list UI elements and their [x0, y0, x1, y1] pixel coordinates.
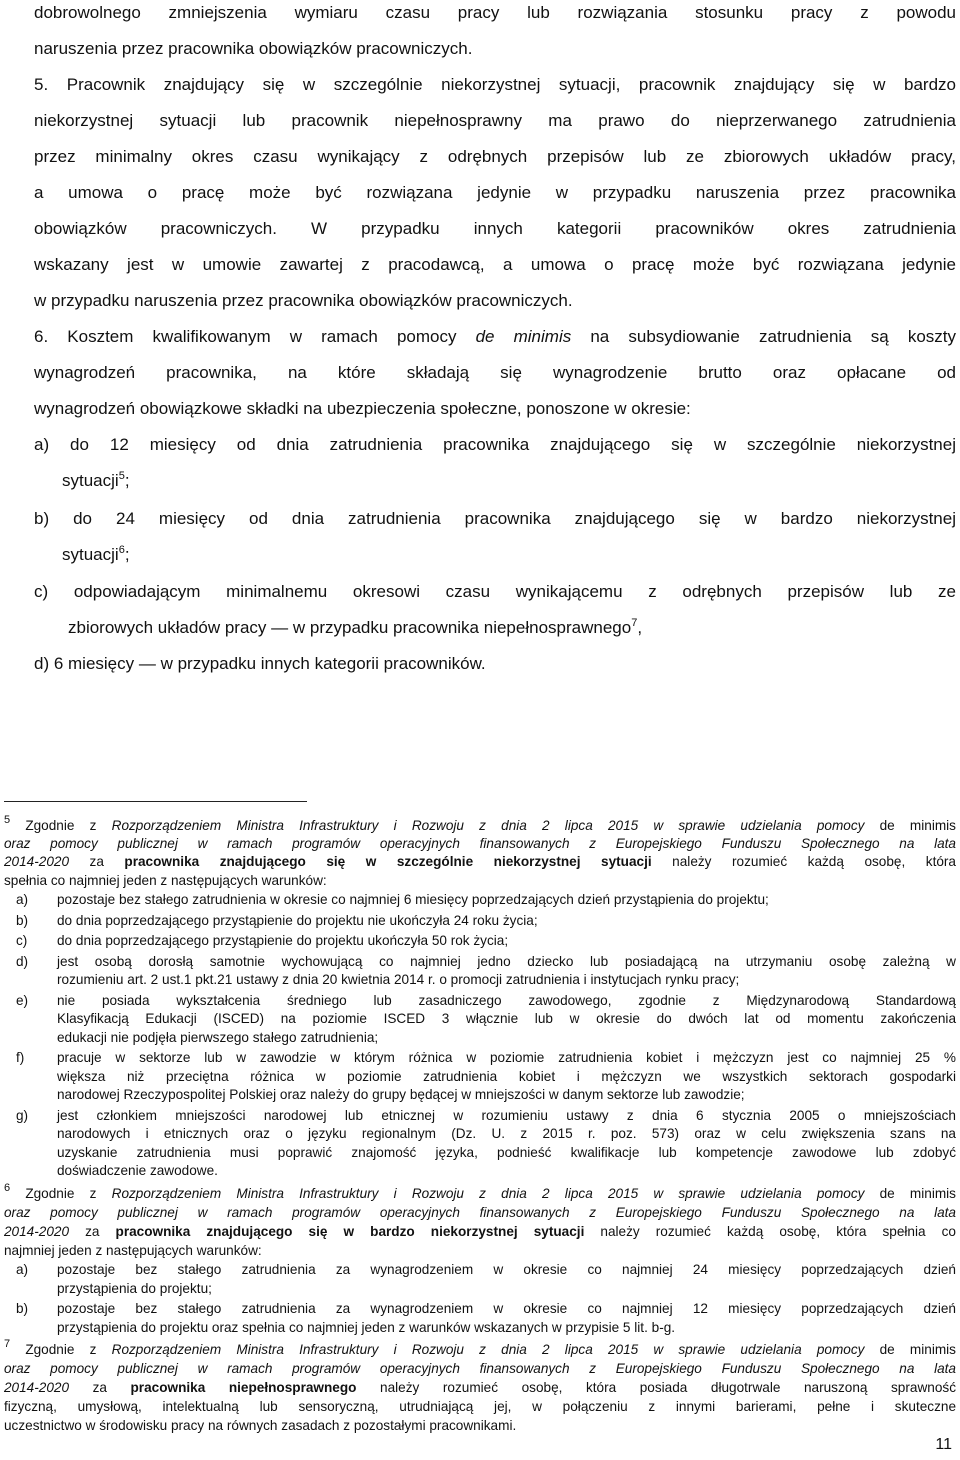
paragraph-6-line — [34, 327, 956, 347]
footnote-5-line: spełnia co najmniej jeden z następujących warunków: — [4, 873, 327, 888]
condition-text-line: do dnia poprzedzającego przystąpienie do projektu ukończyła 50 rok życia; — [57, 933, 509, 948]
footnote-7-line — [4, 1380, 956, 1396]
text-line: naruszenia przez pracownika obowiązków pracowniczych. — [34, 39, 473, 58]
footnote-7-line — [4, 1338, 956, 1358]
list-item-a-line: a) do 12 miesięcy od dnia zatrudnienia pracownika znajdującego się w szczególnie niekorzystnej — [34, 435, 956, 454]
condition-text-line: narodowej Rzeczypospolitej Polskiej oraz należy do grupy będącej w mniejszości w danym sektorze lub zawodzie; — [57, 1087, 745, 1102]
text-run: należy rozumieć osobę, która posiada długotrwale naruszoną sprawność — [356, 1380, 956, 1395]
text-run: Zgodnie z — [10, 1342, 112, 1357]
condition-text-line: doświadczenie zawodowe. — [57, 1163, 218, 1178]
paragraph-6-line: wynagrodzeń obowiązkowe składki na ubezpieczenia społeczne, ponoszone w okresie: — [34, 399, 691, 418]
text-run: zbiorowych układów pracy — w przypadku pracownika niepełnosprawnego — [68, 618, 632, 637]
text-line: dobrowolnego zmniejszenia wymiaru czasu pracy lub rozwiązania stosunku pracy z powodu — [34, 3, 956, 22]
condition-label: c) — [16, 933, 28, 948]
condition-text-line: pozostaje bez stałego zatrudnienia w okresie co najmniej 6 miesięcy poprzedzających dzień przystąpienia do projektu; — [57, 892, 769, 907]
italic-run: 2014-2020 — [4, 1224, 70, 1239]
condition-text-line: pozostaje bez stałego zatrudnienia za wynagrodzeniem w okresie co najmniej 24 miesięcy poprzedzających dzień — [57, 1262, 956, 1277]
footnote-6-line — [4, 1205, 956, 1221]
footnote-number: 6 — [4, 1182, 11, 1194]
paragraph-5-line: wskazany jest w umowie zawartej z pracodawcą, a umowa o pracę może być rozwiązana jedynie — [34, 255, 956, 274]
footnote-ref: 7 — [631, 617, 638, 629]
italic-run: 2014-2020 — [4, 854, 70, 869]
footnote-6-line — [4, 1182, 956, 1202]
footnote-7-line: uczestnictwo w środowisku pracy na równych zasadach z pozostałymi pracownikami. — [4, 1418, 517, 1433]
footnote-6-line: najmniej jeden z następujących warunków: — [4, 1243, 262, 1258]
condition-label: a) — [16, 892, 29, 907]
condition-text-line: do dnia poprzedzającego przystąpienie do projektu nie ukończyła 24 roku życia; — [57, 912, 538, 928]
footnote-5-line — [4, 854, 956, 870]
condition-text-line: większa niż przeciętna różnica w poziomie zatrudnienia kobiet i mężczyzn we wszystkich sektorach gospodarki — [57, 1068, 956, 1084]
list-item-b-line — [62, 545, 130, 565]
footnote-7-line — [4, 1361, 956, 1377]
footnote-separator — [4, 801, 307, 802]
text-run: , — [637, 618, 643, 637]
text-run: Zgodnie z — [10, 818, 112, 833]
text-run: 6. Kosztem kwalifikowanym w ramach pomocy — [34, 327, 476, 346]
paragraph-5-line: 5. Pracownik znajdujący się w szczególnie niekorzystnej sytuacji, pracownik znajdujący się w bardzo — [34, 75, 956, 94]
text-run: sytuacji — [62, 545, 119, 564]
paragraph-6-line: wynagrodzeń pracownika, na które składają się wynagrodzenie brutto oraz opłacane od — [34, 363, 956, 382]
list-item-a-line — [62, 471, 130, 491]
footnote-7-line: fizyczną, umysłową, intelektualną lub sensoryczną, utrudniającą jej, w połączeniu z innymi barierami, pełne i skuteczne — [4, 1399, 956, 1414]
footnote-number: 5 — [4, 814, 11, 826]
condition-text-line: przystąpienia do projektu oraz spełnia co najmniej jeden z warunków wskazanych w przypisie 5 lit. b-g. — [57, 1319, 676, 1335]
condition-text-line: przystąpienia do projektu; — [57, 1280, 212, 1296]
text-run: należy rozumieć każdą osobę, która — [651, 854, 956, 869]
paragraph-5-line: obowiązków pracowniczych. W przypadku innych kategorii pracowników okres zatrudnienia — [34, 219, 956, 238]
condition-label: a) — [16, 1262, 29, 1277]
paragraph-5-line: przez minimalny okres czasu wynikający z odrębnych przepisów lub ze zbiorowych układów pracy, — [34, 147, 956, 166]
text-run: sytuacji — [62, 471, 119, 490]
condition-text-line: pracuje w sektorze lub w zawodzie w którym różnica w poziomie zatrudnienia kobiet i mężczyzn jest co najmniej 25 % — [57, 1050, 956, 1065]
text-run: Zgodnie z — [10, 1186, 112, 1201]
condition-text-line: nie posiada wykształcenia średniego lub zasadniczego zawodowego, zgodnie z Międzynarodową Standardową — [57, 992, 956, 1008]
italic-run: Rozporządzeniem Ministra Infrastruktury i Rozwoju z dnia 2 lipca 2015 w sprawie udzielania pomocy — [111, 1342, 865, 1357]
text-run: za — [69, 854, 125, 869]
paragraph-5-line: a umowa o pracę może być rozwiązana jedynie w przypadku naruszenia przez pracownika — [34, 183, 956, 202]
condition-text-line: jest członkiem mniejszości narodowej lub etnicznej w rozumieniu ustawy z dnia 6 stycznia 2005 o mniejszościach — [57, 1107, 956, 1123]
page-number: 11 — [935, 1436, 952, 1453]
list-item-c-line — [68, 618, 642, 638]
condition-text-line: Klasyfikacją Edukacji (ISCED) na poziomie ISCED 3 włącznie lub w okresie do dwóch lat od momentu zakończenia — [57, 1011, 956, 1026]
text-run: należy rozumieć każdą osobę, która spełnia co — [584, 1224, 956, 1239]
condition-label: b) — [16, 912, 29, 928]
text-run: de minimis — [864, 1186, 956, 1201]
footnote-number: 7 — [4, 1338, 11, 1350]
text-run: de minimis — [864, 1342, 956, 1357]
condition-text-line: edukacji nie podjęła pierwszego stałego zatrudnienia; — [57, 1029, 379, 1045]
italic-run: Rozporządzeniem Ministra Infrastruktury i Rozwoju z dnia 2 lipca 2015 w sprawie udzielania pomocy — [111, 1186, 865, 1201]
condition-text-line: jest osobą dorosłą samotnie wychowującą co najmniej jedno dziecko lub posiadającą na utrzymaniu osobę zależną w — [57, 953, 956, 969]
list-item-d-line: d) 6 miesięcy — w przypadku innych kategorii pracowników. — [34, 654, 486, 673]
paragraph-5-line: w przypadku naruszenia przez pracownika obowiązków pracowniczych. — [34, 291, 573, 310]
text-run: za — [69, 1380, 131, 1395]
text-run: na subsydiowanie zatrudnienia są koszty — [571, 327, 956, 346]
condition-text-line: pozostaje bez stałego zatrudnienia za wynagrodzeniem w okresie co najmniej 12 miesięcy poprzedzających dzień — [57, 1301, 956, 1316]
list-item-b-line: b) do 24 miesięcy od dnia zatrudnienia pracownika znajdującego się w bardzo niekorzystnej — [34, 509, 956, 528]
condition-label: f) — [16, 1050, 25, 1065]
text-run: ; — [124, 471, 130, 490]
condition-text-line: uzyskanie zatrudnienia musi poprawić znajomość języka, podnieść kwalifikacje lub kompetencje zawodowe lub zdobyć — [57, 1144, 956, 1160]
italic-run: oraz pomocy publicznej w ramach programów operacyjnych finansowanych z Europejskiego Funduszu Społecznego na lata — [4, 836, 956, 851]
footnote-ref: 5 — [118, 470, 125, 482]
list-item-c-line: c) odpowiadającym minimalnemu okresowi czasu wynikającemu z odrębnych przepisów lub ze — [34, 582, 956, 601]
condition-label: d) — [16, 953, 29, 969]
text-run: de minimis — [864, 818, 956, 833]
footnote-6-line — [4, 1224, 956, 1240]
bold-run: pracownika niepełnosprawnego — [130, 1380, 357, 1395]
footnote-5-line — [4, 814, 956, 834]
condition-text-line: narodowych i etnicznych oraz o języku regionalnym (Dz. U. z 2015 r. poz. 573) oraz w celu zwiększenia szans na — [57, 1126, 956, 1141]
condition-label: b) — [16, 1301, 29, 1316]
paragraph-5-line: niekorzystnej sytuacji lub pracownik niepełnosprawny ma prawo do nieprzerwanego zatrudnienia — [34, 111, 956, 130]
italic-run: 2014-2020 — [4, 1380, 70, 1395]
condition-label: g) — [16, 1107, 29, 1123]
footnote-ref: 6 — [118, 544, 125, 556]
text-run: za — [69, 1224, 116, 1239]
italic-run: oraz pomocy publicznej w ramach programów operacyjnych finansowanych z Europejskiego Funduszu Społecznego na lata — [4, 1205, 956, 1220]
condition-text-line: rozumieniu art. 2 ust.1 pkt.21 ustawy z dnia 20 kwietnia 2014 r. o promocji zatrudnienia i instytucjach rynku pracy; — [57, 972, 740, 987]
bold-run: pracownika znajdującego się w bardzo niekorzystnej sytuacji — [115, 1224, 585, 1239]
italic-run: Rozporządzeniem Ministra Infrastruktury i Rozwoju z dnia 2 lipca 2015 w sprawie udzielania pomocy — [111, 818, 865, 833]
italic-run: oraz pomocy publicznej w ramach programów operacyjnych finansowanych z Europejskiego Funduszu Społecznego na lata — [4, 1361, 956, 1376]
footnote-5-line — [4, 836, 956, 852]
text-run: ; — [124, 545, 130, 564]
bold-run: pracownika znajdującego się w szczególnie niekorzystnej sytuacji — [124, 854, 652, 869]
italic-term: de minimis — [475, 327, 572, 346]
condition-label: e) — [16, 992, 29, 1008]
